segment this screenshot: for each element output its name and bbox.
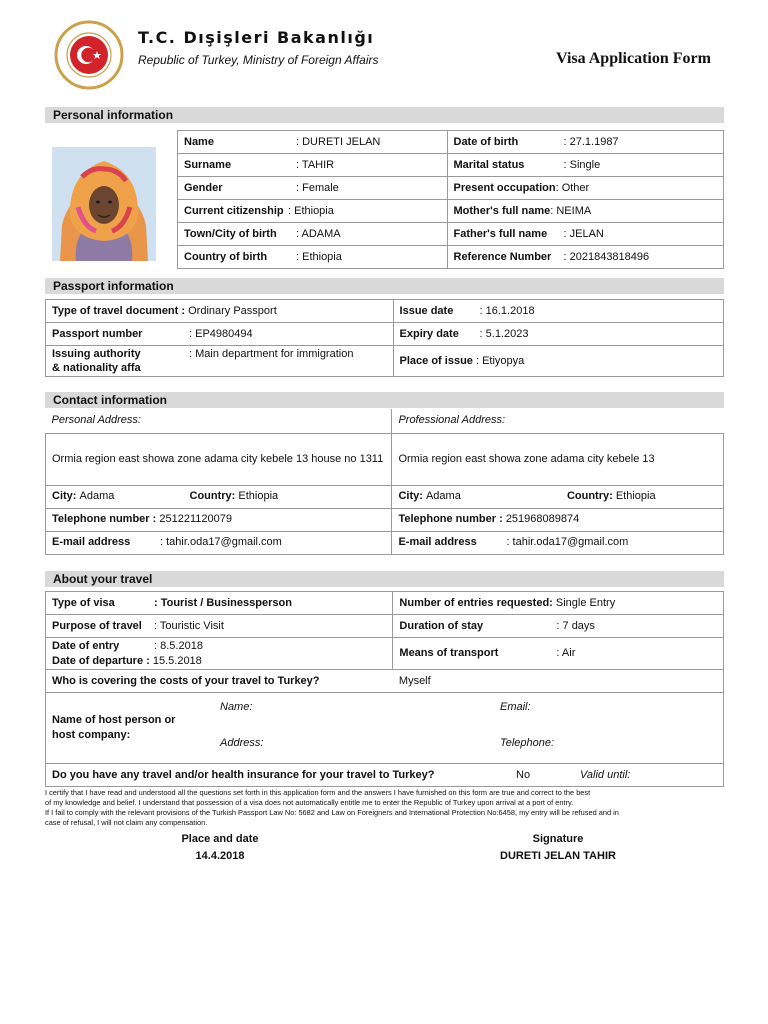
- place-date-label: Place and date: [181, 833, 259, 845]
- insurance-question: Do you have any travel and/or health insurance for your travel to Turkey?: [52, 768, 435, 781]
- professional-address-value: Ormia region east showa zone adama city kebele 13: [392, 433, 724, 485]
- section-passport-information: Passport information: [45, 278, 724, 294]
- visa-type-value: : Tourist / Businessperson: [154, 596, 292, 609]
- duration-cell: [393, 615, 724, 638]
- costs-value: Myself: [393, 670, 724, 693]
- country-value: : Ethiopia: [296, 250, 342, 263]
- dob-cell: [447, 131, 724, 154]
- visa-type-cell: [46, 592, 393, 615]
- insurance-cell: [46, 764, 724, 787]
- town-label: Town/City of birth: [184, 227, 277, 240]
- professional-email-value: : tahir.oda17@gmail.com: [506, 536, 629, 548]
- reference-cell: [447, 246, 724, 269]
- personal-city-value: Adama: [79, 490, 115, 502]
- professional-city-label: City:: [398, 490, 423, 502]
- mother-cell: [447, 200, 724, 223]
- entry-date-label: Date of entry: [52, 639, 120, 652]
- transport-label: Means of transport: [399, 647, 499, 659]
- duration-label: Duration of stay: [399, 619, 484, 632]
- passport-number-label: Passport number: [52, 327, 143, 340]
- costs-question: Who is covering the costs of your travel to Turkey?: [46, 670, 393, 693]
- valid-until-label: Valid until:: [580, 769, 631, 781]
- issue-date-label: Issue date: [399, 304, 454, 317]
- dates-cell: [46, 638, 393, 670]
- professional-phone-label: Telephone number :: [398, 513, 503, 525]
- section-contact-information: Contact information: [45, 392, 724, 408]
- passport-information-table: [45, 299, 724, 377]
- personal-email-cell: [46, 531, 392, 554]
- name-value: : DURETI JELAN: [296, 135, 381, 148]
- expiry-date-label: Expiry date: [399, 327, 459, 340]
- place-of-issue-value: : Etiyopya: [475, 354, 525, 367]
- marital-cell: [447, 154, 724, 177]
- reference-label: Reference Number: [453, 250, 552, 263]
- contact-information-table: [45, 409, 724, 555]
- personal-email-label: E-mail address: [52, 536, 131, 548]
- doc-type-cell: [46, 300, 394, 323]
- form-title: Visa Application Form: [556, 50, 711, 67]
- entries-label: Number of entries requested:: [399, 596, 553, 609]
- gender-label: Gender: [184, 181, 223, 194]
- professional-country-label: Country:: [566, 490, 613, 502]
- town-cell: [178, 223, 448, 246]
- father-cell: [447, 223, 724, 246]
- host-address-label: Address:: [220, 737, 264, 749]
- professional-city-value: Adama: [425, 490, 461, 502]
- entries-cell: [393, 592, 724, 615]
- personal-phone-value: 251221120079: [159, 513, 232, 525]
- father-label: Father's full name: [453, 227, 548, 240]
- departure-date-value: 15.5.2018: [152, 654, 202, 667]
- host-email-label: Email:: [500, 701, 531, 713]
- visa-type-label: Type of visa: [52, 596, 115, 609]
- father-value: : JELAN: [563, 227, 604, 240]
- issue-date-value: : 16.1.2018: [479, 304, 535, 317]
- host-telephone-label: Telephone:: [500, 737, 555, 749]
- dob-label: Date of birth: [453, 135, 519, 148]
- personal-country-label: Country:: [189, 490, 236, 502]
- doc-type-label: Type of travel document :: [52, 304, 186, 317]
- entries-value: Single Entry: [555, 596, 616, 609]
- personal-address-heading: Personal Address:: [51, 414, 141, 427]
- duration-value: : 7 days: [556, 619, 595, 632]
- authority-label-cont: & nationality affa: [52, 362, 141, 374]
- issue-date-cell: [393, 300, 723, 323]
- personal-phone-label: Telephone number :: [52, 513, 157, 525]
- professional-phone-cell: [392, 508, 724, 531]
- occupation-label: Present occupation: [453, 181, 556, 194]
- citizenship-label: Current citizenship: [184, 204, 284, 217]
- personal-information-table: [177, 130, 724, 269]
- host-label: Name of host person or host company:: [52, 714, 176, 741]
- personal-address-value: Ormia region east showa zone adama city kebele 13 house no 1311: [46, 433, 392, 485]
- personal-email-value: : tahir.oda17@gmail.com: [160, 536, 282, 548]
- marital-label: Marital status: [453, 158, 525, 171]
- occupation-value: : Other: [555, 181, 590, 194]
- expiry-date-value: : 5.1.2023: [479, 327, 529, 340]
- signature-value: DURETI JELAN TAHIR: [500, 850, 616, 862]
- professional-email-label: E-mail address: [398, 536, 477, 548]
- professional-phone-value: 251968089874: [505, 513, 580, 525]
- expiry-date-cell: [393, 323, 723, 346]
- passport-number-value: : EP4980494: [189, 327, 253, 340]
- surname-label: Surname: [184, 158, 232, 171]
- ministry-seal: [54, 20, 124, 90]
- occupation-cell: [447, 177, 724, 200]
- transport-cell: [393, 638, 724, 670]
- passport-number-cell: [46, 323, 394, 346]
- name-label: Name: [184, 135, 214, 148]
- reference-value: : 2021843818496: [563, 250, 650, 263]
- authority-value: : Main department for immigration: [189, 348, 354, 360]
- gender-cell: [178, 177, 448, 200]
- certification-line-1: I certify that I have read and understood all the questions set forth in this application form and the answers I have furnished on this form are true and correct to the best: [45, 788, 591, 797]
- purpose-cell: [46, 615, 393, 638]
- travel-table: [45, 591, 724, 787]
- professional-country-value: Ethiopia: [615, 490, 656, 502]
- doc-type-value: Ordinary Passport: [188, 304, 277, 317]
- town-value: : ADAMA: [296, 227, 341, 240]
- purpose-value: : Touristic Visit: [154, 619, 224, 632]
- personal-city-label: City:: [52, 490, 77, 502]
- section-personal-information: Personal information: [45, 107, 724, 123]
- name-cell: [178, 131, 448, 154]
- professional-city-country-cell: [392, 485, 724, 508]
- country-label: Country of birth: [184, 250, 268, 263]
- citizenship-value: : Ethiopia: [288, 204, 334, 217]
- insurance-value: No: [516, 769, 531, 781]
- departure-date-label: Date of departure :: [52, 654, 150, 667]
- ministry-subtitle: Republic of Turkey, Ministry of Foreign Affairs: [138, 53, 379, 67]
- personal-country-value: Ethiopia: [238, 490, 279, 502]
- surname-cell: [178, 154, 448, 177]
- surname-value: : TAHIR: [296, 158, 335, 171]
- place-of-issue-label: Place of issue: [399, 354, 473, 367]
- signature-label: Signature: [532, 833, 584, 845]
- marital-value: : Single: [563, 158, 601, 171]
- gender-value: : Female: [296, 181, 339, 194]
- mother-value: : NEIMA: [550, 204, 592, 217]
- applicant-photo: [52, 147, 156, 261]
- host-cell: [46, 693, 724, 764]
- certification-line-2: of my knowledge and belief. I understand that possession of a visa does not automatically entitle me to enter the Republic of Turkey upon arrival at a port of entry.: [45, 798, 574, 807]
- ministry-title: T.C. Dışişleri Bakanlığı: [138, 28, 375, 47]
- personal-city-country-cell: [46, 485, 392, 508]
- entry-date-value: : 8.5.2018: [154, 639, 203, 652]
- authority-label: Issuing authority: [52, 348, 141, 360]
- personal-phone-cell: [46, 508, 392, 531]
- mother-label: Mother's full name: [453, 204, 551, 217]
- certification-text: [45, 788, 725, 828]
- professional-email-cell: [392, 531, 724, 554]
- authority-cell: [46, 346, 394, 377]
- certification-line-3: If I fail to comply with the relevant provisions of the Turkish Passport Law No: 5682 and Law on Foreigners and International Protection No:6458, my entry will be refused and in: [45, 808, 619, 817]
- place-date-value: 14.4.2018: [195, 850, 245, 862]
- host-name-label: Name:: [220, 701, 253, 713]
- professional-address-heading: Professional Address:: [392, 409, 724, 433]
- dob-value: : 27.1.1987: [563, 135, 619, 148]
- transport-value: : Air: [556, 647, 576, 659]
- citizenship-cell: [178, 200, 448, 223]
- section-about-your-travel: About your travel: [45, 571, 724, 587]
- place-of-issue-cell: [393, 346, 723, 377]
- purpose-label: Purpose of travel: [52, 619, 142, 632]
- certification-line-4: case of refusal, I will not claim any compensation.: [45, 818, 208, 827]
- country-cell: [178, 246, 448, 269]
